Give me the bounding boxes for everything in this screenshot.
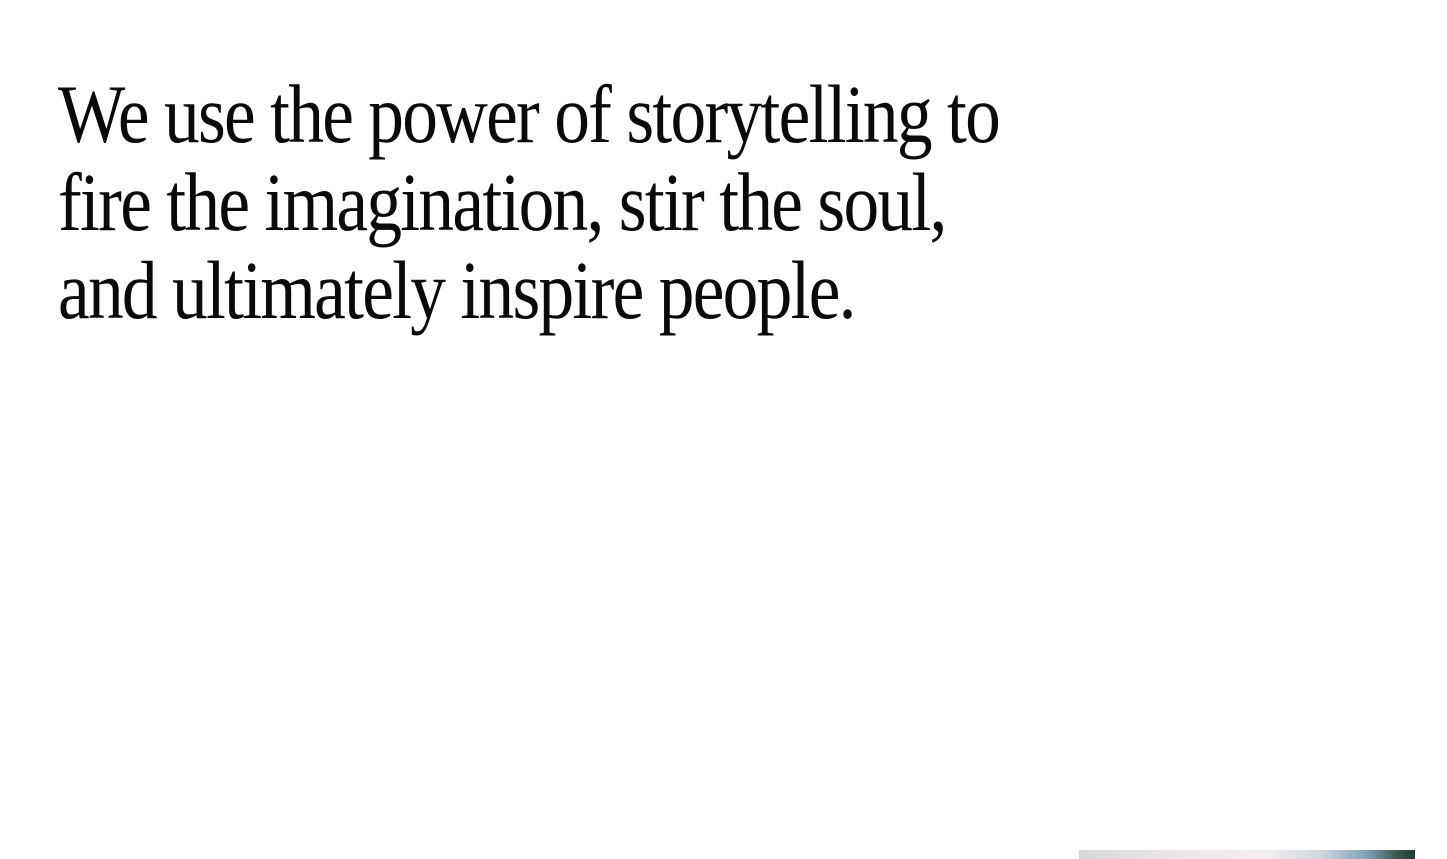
hero-photo — [1079, 850, 1415, 859]
hero-headline — [58, 70, 1099, 334]
hero-headline-line-1: We use the power of storytelling to — [58, 68, 1000, 160]
hero-section — [58, 70, 1098, 334]
hero-headline-line-3: and ultimately inspire people. — [58, 244, 855, 336]
hero-headline-line-2: fire the imagination, stir the soul, — [58, 156, 946, 248]
